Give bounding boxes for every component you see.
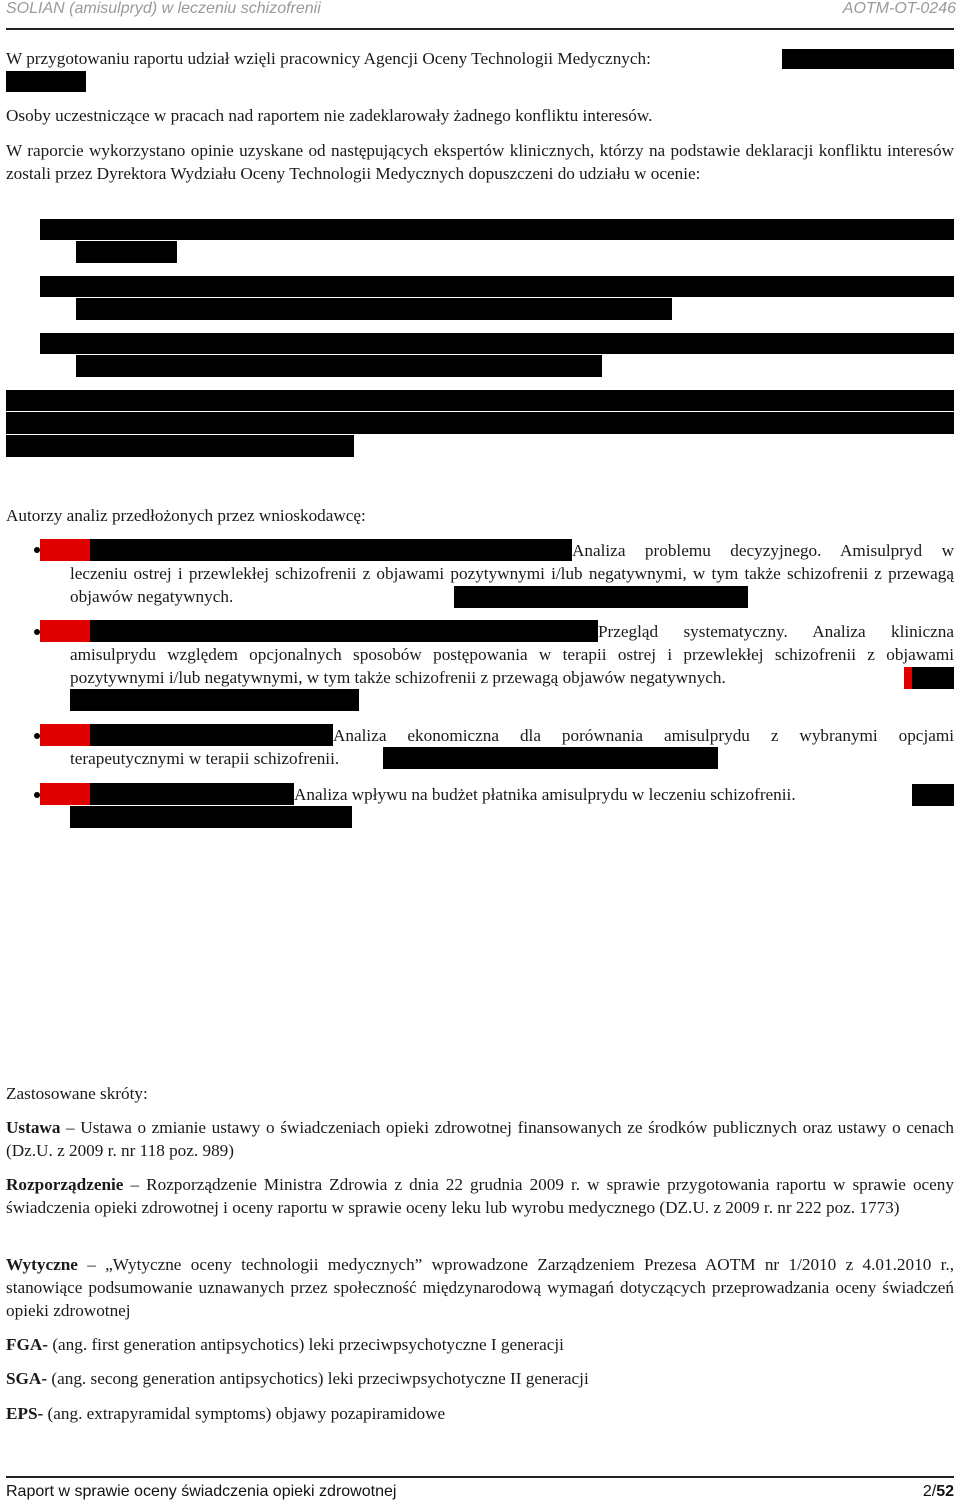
redacted-expert-3b: [76, 355, 602, 377]
footer-rule: [6, 1476, 954, 1478]
authors-title: Autorzy analiz przedłożonych przez wnioskodawcę:: [6, 506, 366, 525]
analysis-item-1: Analiza problemu decyzyjnego. Amisulpryd w leczeniu ostrej i przewlekłej schizofrenii z objawami pozytywnymi i/lub negatywnymi, w tym także schizofrenii z przewagą objawów negatywnych.: [70, 541, 954, 606]
redacted-reference: [70, 806, 352, 828]
abbr-ustawa: Ustawa – Ustawa o zmianie ustawy o świadczeniach opieki zdrowotnej finansowanych ze środków publicznych oraz ustawy o cenach (Dz.U. z 2009 r. nr 118 poz. 989): [6, 1118, 954, 1160]
abbr-eps: EPS- (ang. extrapyramidal symptoms) objawy pozapiramidowe: [6, 1404, 446, 1423]
experts-paragraph: W raporcie wykorzystano opinie uzyskane od następujących ekspertów klinicznych, którzy na podstawie deklaracji konfliktu interesów zostali przez Dyrektora Wydziału Oceny Technologii Medycznych dopuszczeni do udziału w ocenie:: [6, 141, 954, 183]
redacted-block: [6, 71, 86, 92]
redacted-reference: [454, 586, 748, 608]
header-title: SOLIAN (amisulpryd) w leczeniu schizofrenii: [6, 0, 321, 17]
abbr-sga: SGA- (ang. secong generation antipsychotics) leki przeciwpsychotyczne II generacji: [6, 1369, 589, 1388]
redacted-paragraph: [6, 435, 354, 457]
running-footer: [6, 1483, 954, 1503]
redacted-reference: [383, 747, 718, 769]
staff-paragraph: W przygotowaniu raportu udział wzięli pracownicy Agencji Oceny Technologii Medycznych:: [6, 49, 651, 68]
redacted-marker: [904, 667, 912, 689]
running-header: [6, 0, 956, 26]
redacted-paragraph: [6, 412, 954, 434]
abbr-fga: FGA- (ang. first generation antipsychotics) leki przeciwpsychotyczne I generacji: [6, 1335, 564, 1354]
redacted-expert-3: [40, 333, 954, 354]
analysis-item-4: Analiza wpływu na budżet płatnika amisulprydu w leczeniu schizofrenii.: [294, 785, 796, 804]
abbr-wytyczne: Wytyczne – „Wytyczne oceny technologii medycznych” wprowadzone Zarządzeniem Prezesa AOTM nr 1/2010 z 4.01.2010 r., stanowiące podsumowanie uznawanych przez społeczność międzynarodową wymagań dotyczących przeprowadzania oceny świadczeń opieki zdrowotnej: [6, 1255, 954, 1320]
redacted-block: [782, 49, 954, 69]
page-number: 2/52: [922, 1483, 954, 1500]
conflict-paragraph: Osoby uczestniczące w pracach nad raportem nie zadeklarowały żadnego konfliktu interesów.: [6, 106, 653, 125]
abbreviations-title: Zastosowane skróty:: [6, 1084, 148, 1103]
redacted-expert-1: [40, 219, 954, 240]
redacted-paragraph: [6, 390, 954, 411]
redacted-expert-2b: [76, 298, 672, 320]
analysis-item-3: Analiza ekonomiczna dla porównania amisulprydu z wybranymi opcjami terapeutycznymi w terapii schizofrenii.: [70, 726, 954, 768]
redacted-reference: [912, 784, 954, 806]
footer-title: Raport w sprawie oceny świadczenia opieki zdrowotnej: [6, 1483, 397, 1500]
redacted-reference: [912, 667, 954, 689]
abbr-rozporzadzenie: Rozporządzenie – Rozporządzenie Ministra Zdrowia z dnia 22 grudnia 2009 r. w sprawie przygotowania raportu w sprawie oceny świadczenia opieki zdrowotnej i oceny raportu w sprawie oceny leku lub wyrobu medycznego (DZ.U. z 2009 r. nr 222 poz. 1773): [6, 1175, 954, 1217]
header-rule: [6, 28, 954, 30]
redacted-expert-1b: [76, 241, 177, 263]
redacted-expert-2: [40, 276, 954, 297]
redacted-reference: [70, 689, 359, 711]
analysis-item-2: Przegląd systematyczny. Analiza kliniczna amisulprydu względem opcjonalnych sposobów postępowania w terapii ostrej i przewlekłej schizofrenii z objawami pozytywnymi i/lub negatywnymi, w tym także schizofrenii z przewagą objawów negatywnych.: [70, 622, 954, 687]
header-report-id: AOTM-OT-0246: [842, 0, 956, 17]
